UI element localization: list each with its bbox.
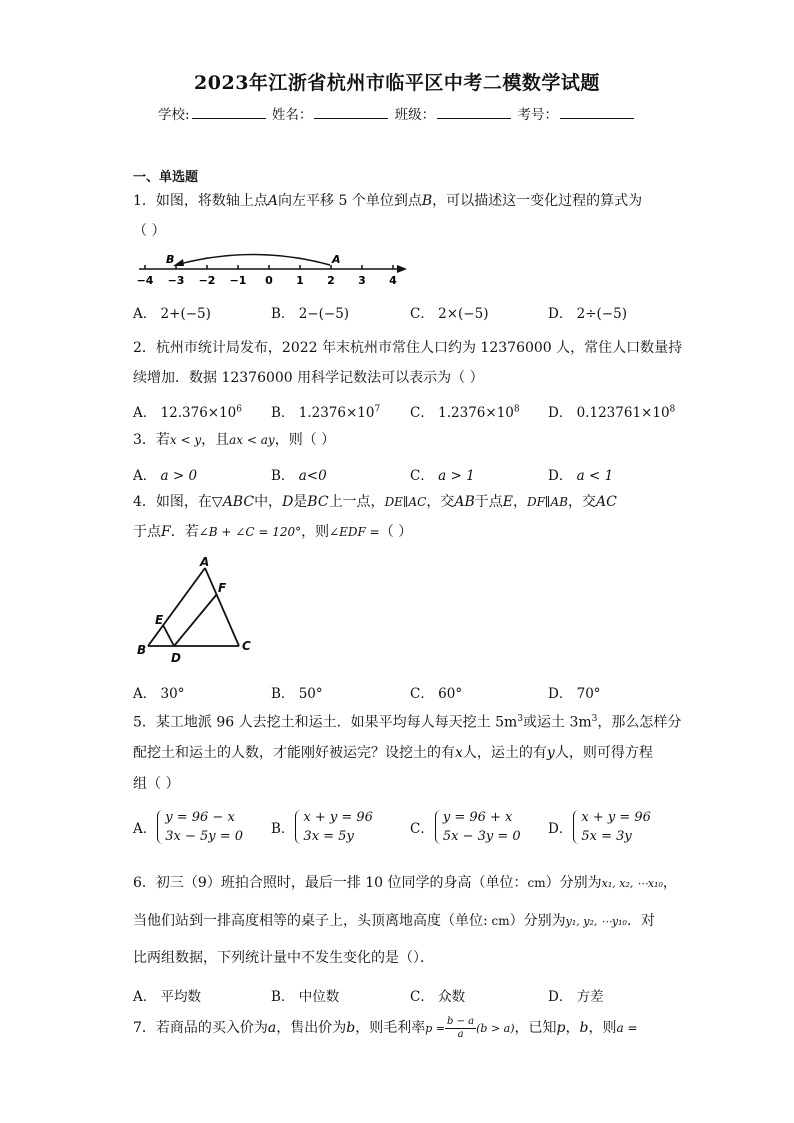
q1-option-a[interactable]: A． 2+(−5)	[133, 306, 211, 322]
q3-option-c[interactable]: C． a > 1	[410, 468, 475, 484]
school-label: 学校:	[158, 107, 190, 123]
question-4-line-2: 于点F．若∠B + ∠C = 120°，则∠EDF =（ ）	[133, 524, 413, 540]
page-title: 2023年江浙省杭州市临平区中考二模数学试题	[194, 72, 600, 94]
number-line-tick-label: 4	[389, 274, 397, 287]
point-a-label: A	[332, 253, 341, 266]
question-2-line-2: 续增加．数据 12376000 用科学记数法可以表示为（ ）	[133, 370, 484, 386]
name-blank[interactable]	[314, 106, 388, 119]
question-1-line-2: （ ）	[133, 223, 166, 239]
triangle-figure	[133, 556, 263, 666]
q4-option-b[interactable]: B． 50°	[271, 686, 323, 702]
question-4-line-1: 4．如图，在▽ABC中，D是BC上一点，DE∥AC，交AB于点E，DF∥AB，交AC	[133, 494, 617, 510]
q6-option-b[interactable]: B． 中位数	[271, 989, 340, 1005]
class-blank[interactable]	[437, 106, 511, 119]
number-line-arrow-icon	[397, 265, 407, 273]
point-b-label: B	[166, 253, 175, 266]
q6-option-a[interactable]: A． 平均数	[133, 989, 202, 1005]
number-line-tick-label: −2	[198, 274, 216, 287]
q5-option-d[interactable]: D． x + y = 96 5x = 3y	[548, 810, 651, 844]
vertex-d-label: D	[171, 651, 181, 665]
q1-option-d[interactable]: D． 2÷(−5)	[548, 306, 627, 322]
q2-option-d[interactable]: D． $0.123761\times 10^8$	[548, 404, 676, 421]
question-5-line-3: 组（ ）	[133, 776, 180, 792]
student-info-line	[0, 103, 794, 123]
id-label: 考号：	[517, 107, 558, 123]
q3-option-d[interactable]: D． a < 1	[548, 468, 614, 484]
q3-option-b[interactable]: B． a<0	[271, 468, 327, 484]
q5-option-b[interactable]: B． x + y = 96 3x = 5y	[271, 810, 373, 844]
number-line-tick-label: 3	[358, 274, 366, 287]
q5-option-a[interactable]: A． y = 96 − x 3x − 5y = 0	[133, 810, 244, 844]
vertex-e-label: E	[155, 613, 164, 627]
number-line-tick-label: 2	[327, 274, 335, 287]
vertex-c-label: C	[242, 639, 251, 653]
q1-option-b[interactable]: B． 2−(−5)	[271, 306, 350, 322]
q2-option-b[interactable]: B． $1.2376\times 10^7$	[271, 404, 381, 421]
number-line-tick-label: −4	[136, 274, 154, 287]
class-label: 班级：	[394, 107, 436, 123]
q4-option-a[interactable]: A． 30°	[133, 686, 185, 702]
id-blank[interactable]	[560, 106, 634, 119]
q2-option-c[interactable]: C． $1.2376\times 10^8$	[410, 404, 520, 421]
q5-option-c[interactable]: C． y = 96 + x 5x − 3y = 0	[410, 810, 521, 844]
question-2-line-1: 2．杭州市统计局发布，2022 年末杭州市常住人口约为 12376000 人，常住人口数量持	[133, 340, 683, 356]
question-1-line-1: 1．如图，将数轴上点A向左平移 5 个单位到点B，可以描述这一变化过程的算式为	[133, 193, 643, 209]
margin-fraction: $\frac{b - a}{a}$	[447, 1016, 475, 1040]
question-6-line-1: 6．初三（9）班拍合照时，最后一排 10 位同学的身高（单位：cm）分别为x₁, x₂, ⋯x₁₀，	[133, 875, 677, 891]
question-3-stem: 3．若x < y，且ax < ay，则（ ）	[133, 432, 336, 448]
question-5-line-2: 配挖土和运土的人数，才能刚好被运完？设挖土的有x人，运土的有y人，则可得方程	[133, 745, 653, 761]
q6-option-c[interactable]: C． 众数	[410, 989, 466, 1005]
vertex-b-label: B	[137, 643, 147, 657]
q3-option-a[interactable]: A． a > 0	[133, 468, 198, 484]
school-blank[interactable]	[192, 106, 266, 119]
vertex-f-label: F	[218, 581, 227, 595]
q6-option-d[interactable]: D． 方差	[548, 989, 604, 1005]
vertex-a-label: A	[200, 556, 210, 569]
q1-option-c[interactable]: C． 2×(−5)	[410, 306, 489, 322]
question-7-line-1: 7．若商品的买入价为a，售出价为b，则毛利率p = $\frac{b - a}{a}$ (b > a)，已知p，b，则a =	[133, 1016, 638, 1040]
q4-option-d[interactable]: D． 70°	[548, 686, 601, 702]
question-6-line-2: 当他们站到一排高度相等的桌子上，头顶离地高度（单位: cm）分别为y₁, y₂, ⋯y₁₀．对	[133, 913, 655, 929]
question-6-line-3: 比两组数据，下列统计量中不发生变化的是（）．	[133, 950, 434, 966]
q2-option-a[interactable]: A． $12.376\times 10^6$	[133, 404, 243, 421]
number-line-tick-label: −1	[229, 274, 247, 287]
arc-arrow-icon	[173, 259, 184, 266]
name-label: 姓名：	[271, 107, 313, 123]
section-heading: 一、单选题	[133, 170, 199, 185]
number-line-tick-label: −3	[167, 274, 185, 287]
q4-option-c[interactable]: C． 60°	[410, 686, 463, 702]
number-line-figure	[133, 246, 413, 288]
number-line-tick-label: 0	[265, 274, 273, 287]
question-5-line-1: 5．某工地派 96 人去挖土和运土．如果平均每人每天挖土 $5m^3$或运土 $3m^3$，那么怎样分	[133, 714, 682, 731]
number-line-tick-label: 1	[296, 274, 304, 287]
